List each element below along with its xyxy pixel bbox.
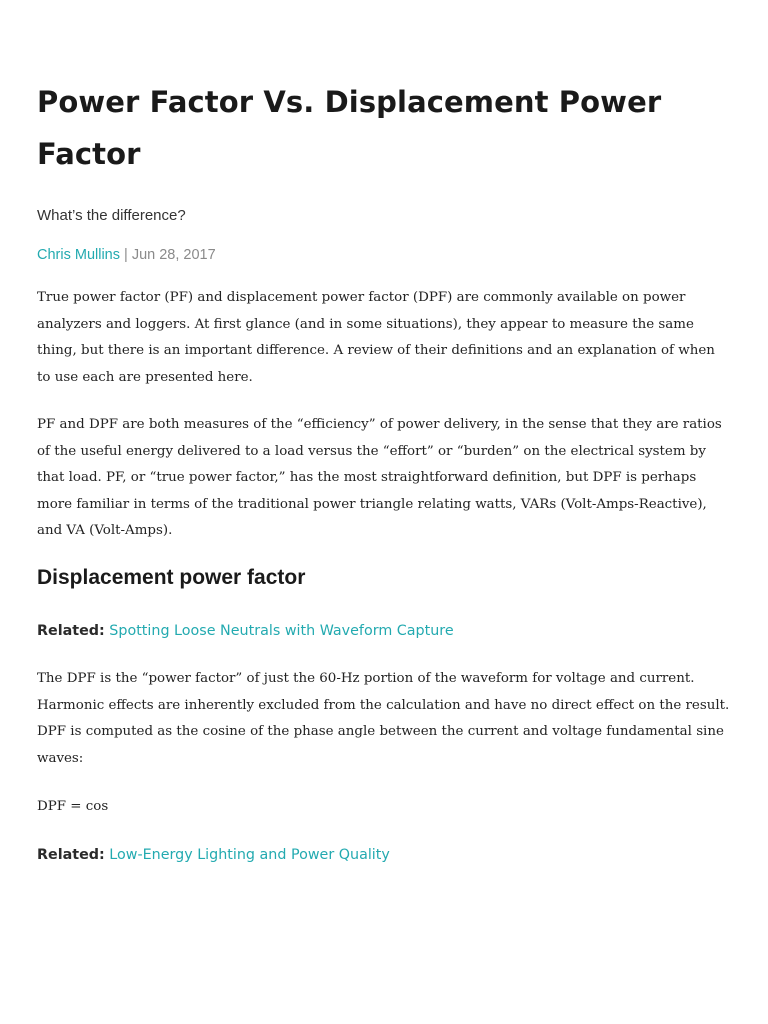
section-heading: Displacement power factor xyxy=(37,566,306,589)
byline-separator: | xyxy=(120,247,132,263)
related-link-low-energy-lighting[interactable]: Low-Energy Lighting and Power Quality xyxy=(109,847,390,863)
article-subtitle: What’s the difference? xyxy=(37,207,186,224)
body-paragraph-dpf-definition: The DPF is the “power factor” of just the 60-Hz portion of the waveform for voltage and current. Harmonic effects are inherently excluded from the calculation and have no direct effect on the result. DPF is computed as the cosine of the phase angle between the current and voltage fundamental sine waves: xyxy=(37,671,730,766)
author-link[interactable]: Chris Mullins xyxy=(37,247,120,263)
body-paragraph-intro: True power factor (PF) and displacement power factor (DPF) are commonly available on power analyzers and loggers. At first glance (and in some situations), they appear to measure the same thing, but there is an important difference. A review of their definitions and an explanation of when to use each are presented here. xyxy=(37,290,715,385)
related-link-block xyxy=(37,844,390,866)
related-link-loose-neutrals[interactable]: Spotting Loose Neutrals with Waveform Capture xyxy=(109,623,454,639)
byline xyxy=(37,245,216,265)
formula-text: DPF = cos xyxy=(37,799,109,814)
body-paragraph-efficiency: PF and DPF are both measures of the “efficiency” of power delivery, in the sense that they are ratios of the useful energy delivered to a load versus the “effort” or “burden” on the electrical system by that load. PF, or “true power factor,” has the most straightforward definition, but DPF is perhaps more familiar in terms of the traditional power triangle relating watts, VARs (Volt-Amps-Reactive), and VA (Volt-Amps). xyxy=(37,417,722,538)
publish-date: Jun 28, 2017 xyxy=(131,247,216,263)
related-label: Related: xyxy=(37,623,105,639)
article-title: Power Factor Vs. Displacement Power Factor xyxy=(37,85,662,171)
related-link-block xyxy=(37,620,454,642)
related-label: Related: xyxy=(37,847,105,863)
